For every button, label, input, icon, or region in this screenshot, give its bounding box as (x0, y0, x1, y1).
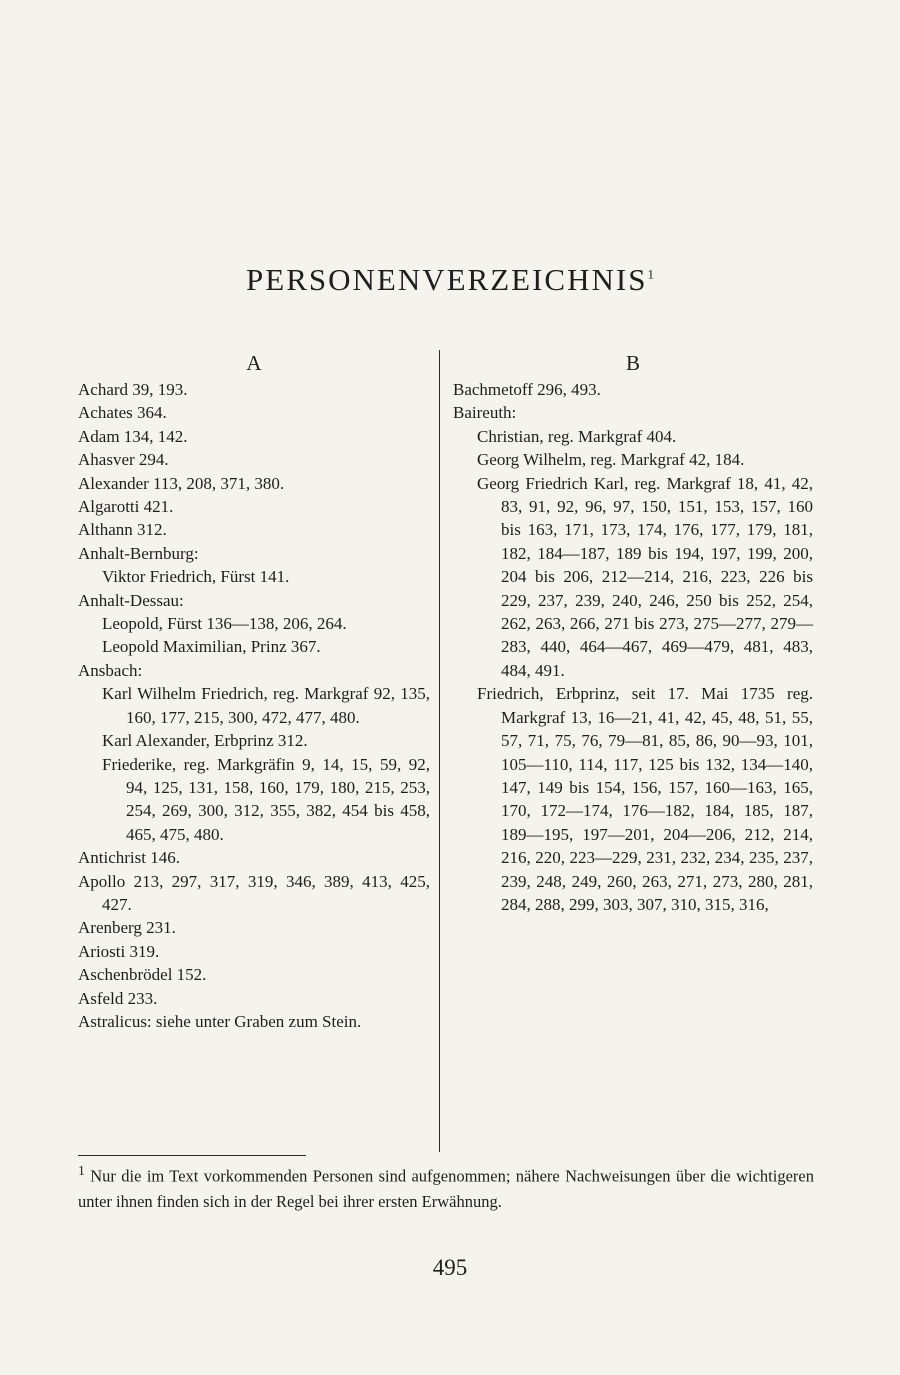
section-letter-b: B (625, 351, 640, 375)
index-entry: Friedrich, Erbprinz, seit 17. Mai 1735 reg. Markgraf 13, 16—21, 41, 42, 45, 48, 51, 55, 57, 71, 75, 76, 79—81, 85, 86, 90—93, 101, 105—110, 114, 117, 125 bis 132, 134—140, 147, 149 bis 154, 156, 157, 160—163, 165, 170, 172—174, 176—182, 184, 185, 187, 189—195, 197—201, 204—206, 212, 214, 216, 220, 223—229, 231, 232, 234, 235, 237, 239, 248, 249, 260, 263, 271, 273, 280, 281, 284, 288, 299, 303, 307, 310, 315, 316, (477, 684, 813, 914)
index-entry: Christian, reg. Markgraf 404. (477, 426, 677, 446)
index-entry: Anhalt-Bernburg: (78, 543, 199, 563)
entry-list-b (453, 378, 813, 916)
index-column-a (78, 348, 430, 1033)
page-number: 495 (432, 1255, 468, 1280)
index-entry: Karl Wilhelm Friedrich, reg. Markgraf 92, 135, 160, 177, 215, 300, 472, 477, 480. (102, 684, 430, 727)
index-entry: Achard 39, 193. (78, 380, 188, 399)
footnote-text: Nur die im Text vorkommenden Personen sind aufgenommen; nähere Nachweisungen über die wichtigeren unter ihnen finden sich in der Regel bei ihrer ersten Erwähnung. (78, 1166, 814, 1211)
title-footnote-marker: 1 (647, 266, 654, 282)
index-entry: Asfeld 233. (78, 988, 158, 1008)
index-entry: Karl Alexander, Erbprinz 312. (102, 731, 308, 751)
index-entry: Apollo 213, 297, 317, 319, 346, 389, 413, 425, 427. (78, 871, 430, 914)
index-entry: Bachmetoff 296, 493. (453, 380, 601, 399)
index-entry: Georg Wilhelm, reg. Markgraf 42, 184. (477, 450, 745, 470)
index-entry: Anhalt-Dessau: (78, 590, 184, 610)
footnote-marker: 1 (78, 1163, 85, 1178)
index-entry: Antichrist 146. (78, 848, 180, 868)
index-entry: Viktor Friedrich, Fürst 141. (102, 567, 290, 587)
section-letter-a: A (246, 351, 262, 375)
index-column-b (453, 348, 813, 916)
index-entry: Ahasver 294. (78, 450, 169, 470)
index-entry: Althann 312. (78, 520, 167, 540)
index-entry: Adam 134, 142. (78, 426, 188, 446)
index-entry: Baireuth: (453, 403, 517, 423)
footnote (78, 1158, 814, 1214)
entry-list-a (78, 378, 430, 1033)
index-entry: Astralicus: siehe unter Graben zum Stein. (78, 1011, 362, 1031)
index-entry: Ansbach: (78, 660, 143, 680)
index-entry: Leopold, Fürst 136—138, 206, 264. (102, 614, 347, 634)
title-text: PERSONENVERZEICHNIS (246, 262, 648, 297)
index-entry: Aschenbrödel 152. (78, 965, 207, 985)
index-entry: Achates 364. (78, 403, 167, 423)
index-entry: Ariosti 319. (78, 941, 160, 961)
index-entry: Friederike, reg. Markgräfin 9, 14, 15, 59, 92, 94, 125, 131, 158, 160, 179, 180, 215, 253, 254, 269, 300, 312, 355, 382, 454 bis 458, 465, 475, 480. (102, 754, 430, 844)
index-entry: Leopold Maximilian, Prinz 367. (102, 637, 321, 657)
index-entry: Alexander 113, 208, 371, 380. (78, 473, 285, 493)
page-title (0, 262, 900, 298)
index-entry: Algarotti 421. (78, 497, 174, 517)
footnote-rule (78, 1155, 306, 1156)
index-entry: Arenberg 231. (78, 918, 176, 938)
column-divider (439, 350, 440, 1152)
index-entry: Georg Friedrich Karl, reg. Markgraf 18, 41, 42, 83, 91, 92, 96, 97, 150, 151, 153, 157, 160 bis 163, 171, 173, 174, 176, 177, 179, 181, 182, 184—187, 189 bis 194, 197, 199, 200, 204 bis 206, 212—214, 216, 223, 226 bis 229, 237, 239, 240, 246, 250 bis 252, 254, 262, 263, 266, 271 bis 273, 275—277, 279—283, 440, 464—467, 469—479, 481, 483, 484, 491. (477, 473, 813, 680)
